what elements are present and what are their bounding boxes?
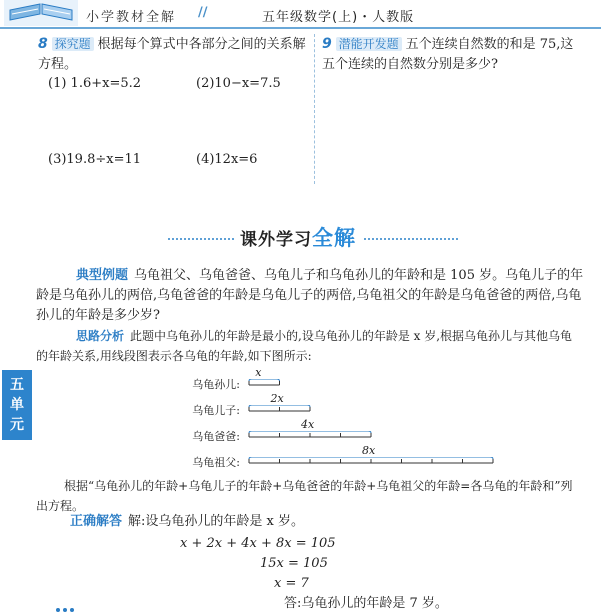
problem-8-label: 探究题 (52, 37, 94, 51)
problem-9-statement (322, 34, 584, 75)
segment-value-2: 2x (270, 392, 284, 405)
segment-bar-2 (248, 405, 311, 415)
book-title: 五年级数学(上)・人教版 (262, 10, 415, 25)
answer-setup: 解:设乌龟孙儿的年龄是 x 岁。 (128, 514, 304, 529)
unit-tab-char-2: 单 (10, 397, 24, 413)
section-title-big: 全解 (312, 226, 356, 250)
unit-side-tab (2, 370, 32, 440)
answer-step-1: x + 2x + 4x + 8x = 105 (180, 536, 336, 551)
example-tag: 典型例题 (76, 268, 129, 283)
segment-value-1: x (255, 366, 262, 379)
problem-8-eq1: (1) 1.6+x=5.2 (48, 76, 142, 91)
segment-value-4: 8x (362, 444, 376, 457)
section-banner (234, 222, 362, 252)
segment-value-3: 4x (301, 418, 315, 431)
problem-9-label: 潜能开发题 (336, 37, 402, 51)
answer-step-3: x = 7 (274, 576, 309, 591)
problem-8-eq4: (4)12x=6 (196, 152, 258, 167)
problem-8-text: 根据每个算式中各部分之间的关系解方程。 (38, 37, 306, 72)
segment-label-3: 乌龟爸爸: (192, 430, 240, 443)
problem-9-text: 五个连续自然数的和是 75,这五个连续的自然数分别是多少? (322, 37, 574, 72)
problem-9-badge: 9 潜能开发题 (322, 34, 402, 54)
segment-bar-1 (248, 379, 281, 389)
unit-tab-char-3: 元 (10, 417, 24, 433)
segment-label-2: 乌龟儿子: (192, 404, 240, 417)
answer-conclusion: 答:乌龟孙儿的年龄是 7 岁。 (284, 596, 448, 611)
problem-8-badge: 8 探究题 (38, 34, 94, 54)
header-divider: // (198, 5, 208, 20)
example-paragraph (36, 266, 584, 326)
relation-paragraph: 根据“乌龟孙儿的年龄+乌龟儿子的年龄+乌龟爸爸的年龄+乌龟祖父的年龄=各乌龟的年龄和”列出方程。 (36, 479, 573, 513)
header-rule (0, 27, 601, 29)
section-title-small: 课外学习 (240, 230, 312, 250)
series-title: 小学教材全解 (86, 10, 177, 25)
problem-8-eq2: (2)10−x=7.5 (196, 76, 281, 91)
unit-tab-char-1: 五 (10, 377, 24, 393)
answer-step-2: 15x = 105 (260, 556, 328, 571)
analysis-paragraph (36, 326, 584, 366)
answer-tag: 正确解答 (70, 514, 123, 529)
column-divider (314, 34, 315, 184)
book-logo-icon (4, 0, 78, 26)
segment-label-1: 乌龟孙儿: (192, 378, 240, 391)
problem-9 (322, 34, 584, 75)
segment-diagram (160, 366, 560, 470)
analysis-text: 此题中乌龟孙儿的年龄是最小的,设乌龟孙儿的年龄是 x 岁,根据乌龟孙儿与其他乌龟的年龄关系,用线段图表示各乌龟的年龄,如下图所示: (36, 329, 573, 363)
problem-8-statement (38, 34, 310, 75)
problem-8-eq3: (3)19.8÷x=11 (48, 152, 142, 167)
problem-8 (38, 34, 310, 75)
example-text: 乌龟祖父、乌龟爸爸、乌龟儿子和乌龟孙儿的年龄和是 105 岁。乌龟儿子的年龄是乌龟孙儿的两倍,乌龟爸爸的年龄是乌龟儿子的两倍,乌龟祖父的年龄是乌龟爸爸的两倍,乌龟孙儿的年龄是多少岁? (36, 268, 584, 323)
analysis-tag: 思路分析 (76, 329, 125, 343)
decorative-dots-icon (54, 604, 84, 614)
segment-bar-3 (248, 431, 372, 441)
segment-bar-4 (248, 457, 494, 467)
answer-setup-line (70, 512, 470, 532)
segment-label-4: 乌龟祖父: (192, 456, 240, 469)
